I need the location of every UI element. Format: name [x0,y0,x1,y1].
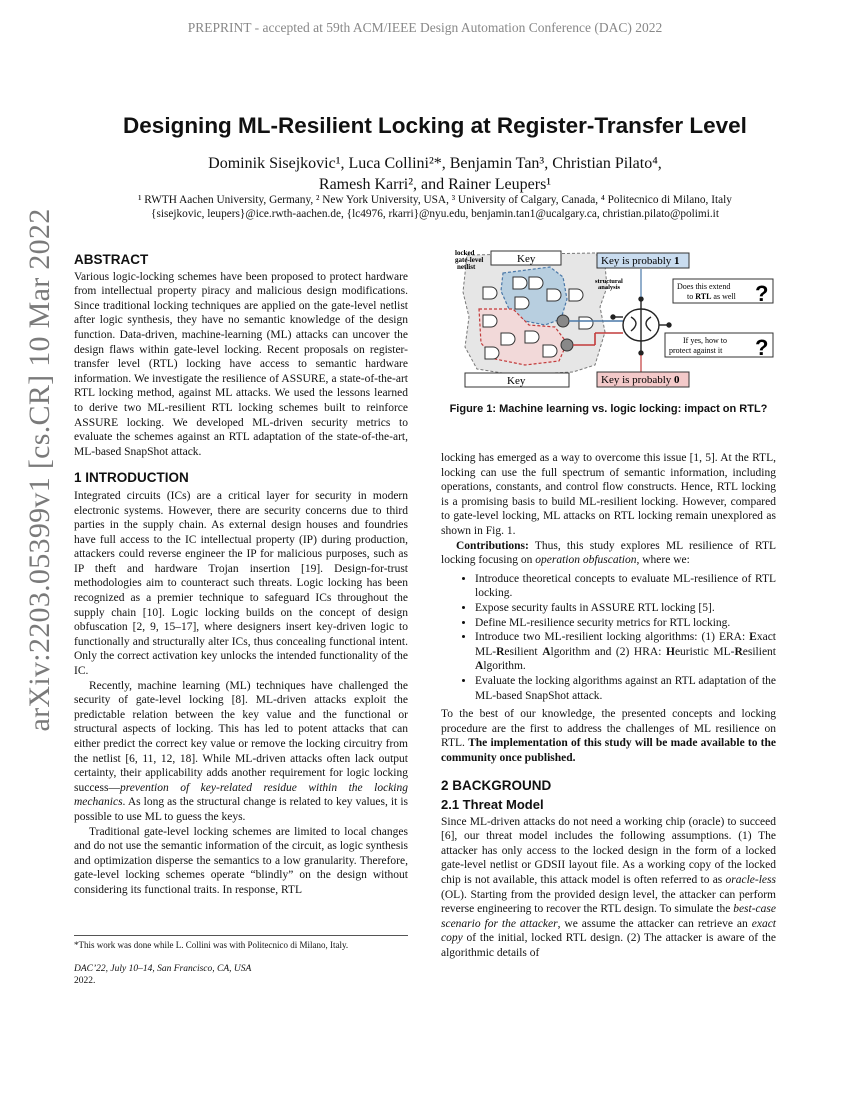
question-rtl-line2: to RTL as well [687,292,736,301]
intro-emphasis: prevention of key-related residue within the locking mechanics [74,781,408,809]
contribution-item: • Introduce two ML-resilient locking algorithms: (1) ERA: Exact ML-Resilient Algorithm and (2) HRA: Heuristic ML-Resilient Algorithm. [475,630,776,674]
key-label-bottom: Key [507,375,526,387]
verdict-0: Key is probably 0 [601,374,680,386]
threat-model-paragraph: Since ML-driven attacks do not need a working chip (oracle) to succeed [6], our threat model includes the following assumptions. (1) The attacker has only access to the locked design in the form of a locked gate-level netlist or GDSII layout file. As a working copy of the locked chip is not available, this attack model is often referred to as oracle-less (OL). Starting from the provided design level, the attacker can perform reverse engineering to recover the RTL design. To simulate the best-case scenario for the attacker, we assume the attacker can retrieve an exact copy of the initial, locked RTL design. (2) The attacker is aware of the algorithmic details of [441,815,776,959]
abstract-heading: ABSTRACT [74,252,149,267]
preprint-banner: PREPRINT - accepted at 59th ACM/IEEE Design Automation Conference (DAC) 2022 [187,20,663,35]
question-protect-line1: If yes, how to [683,336,727,345]
figure-caption: Figure 1: Machine learning vs. logic locking: impact on RTL? [449,403,768,415]
contributions-paragraph: Contributions: Thus, this study explores ML resilience of RTL locking focusing on operation obfuscation, where we: [441,539,776,567]
intro-paragraph-3: Traditional gate-level locking schemes are limited to local changes and do not use the semantic information of the circuit, as logic synthesis and optimization disperse the semantics to a low granularity. Therefore, gate-level locking schemes operate “blindly” on the design without considering its functional traits. In response, RTL [74,825,408,896]
contribution-item: • Evaluate the locking algorithms against an RTL adaptation of the ML-based SnapShot attack. [475,674,776,703]
intro-paragraph-1: Integrated circuits (ICs) are a critical layer for security in modern electronic systems. However, there are security concerns due to third parties in the supply chain. As external design houses and foundries have full access to the IC intellectual property (IP) during production, attackers could reverse engineer the IP for malicious purposes, such as IP theft and hardware Trojan insertion [19]. Design-for-trust methodologies aim to counteract such threats. Logic locking has been recognized as a premier technique to safeguard ICs throughout the supply chain [10]. Logic locking builds on the concept of design obfuscation [2, 9, 15–17], where designers insert key-driven logic to functionally and structurally alter ICs, thus concealing functional intent. Only the correct activation key unlocks the intended functionality of the IC. [74,489,408,678]
arxiv-watermark: arXiv:2203.05399v1 [cs.CR] 10 Mar 2022 [23,208,56,732]
paper-title: Designing ML-Resilient Locking at Register-Transfer Level [123,113,747,138]
structural-label: structural [595,278,623,285]
verdict-1: Key is probably 1 [601,255,680,267]
contributions-list [441,572,776,703]
key-gate-blue [557,315,569,327]
figure-1 [455,247,777,397]
contribution-item: • Define ML-resilience security metrics for RTL locking. [475,616,776,631]
question-rtl-line1: Does this extend [677,282,731,291]
label-netlist: netlist [457,263,476,271]
brain-icon [611,297,671,355]
threat-model-heading: 2.1 Threat Model [441,797,544,813]
label-locked: locked [455,249,475,257]
authors-line-1: Dominik Sisejkovic¹, Luca Collini²*, Benjamin Tan³, Christian Pilato⁴, [208,155,662,172]
label-gate-level: gate-level [455,256,484,264]
abstract-text: Various logic-locking schemes have been proposed to protect hardware from intellectual property piracy and malicious design modifications. Since traditional locking techniques are applied on the gate-level netlist after logic synthesis, they have no semantic knowledge of the design function. Data-driven, machine-learning (ML) attacks can uncover the design flaws within gate-level locking. Recent proposals on register-transfer level (RTL) locking have access to semantic hardware information. We investigate the resilience of ASSURE, a state-of-the-art RTL locking method, against ML attacks. We used the lessons learned to derive two ML-resilient RTL locking schemes built to reinforce ASSURE locking. We developed ML-driven security metrics to evaluate the schemes against an RTL adaptation of the state-of-the-art, ML-based SnapShot attack. [74,270,408,458]
venue-info [74,963,251,987]
key-label-top: Key [517,253,536,265]
question-mark-2: ? [755,335,769,360]
footnote: *This work was done while L. Collini was with Politecnico di Milano, Italy. [74,940,349,950]
right-column [441,451,776,961]
background-heading: 2 BACKGROUND [441,778,552,794]
intro-heading: 1 INTRODUCTION [74,470,189,486]
key-gate-red [561,339,573,351]
footnote-rule [74,935,408,936]
affiliation-list: ¹ RWTH Aachen University, Germany, ² New York University, USA, ³ University of Calgary, Canada, ⁴ Politecnico di Milano, Italy [138,194,732,206]
right-paragraph-1: locking has emerged as a way to overcome this issue [1, 5]. At the RTL, locking can use the full spectrum of semantic information, including operations, constants, and control flow constructs. Hence, RTL locking is a promising basis to build ML-resilient locking. However, compared to gate-level locking, ML attacks on RTL locking remain unexplored as shown in Fig. 1. [441,452,776,537]
contribution-item: • Expose security faults in ASSURE RTL locking [5]. [475,601,776,616]
analysis-label: analysis [598,284,621,291]
venue-year: 2022. [74,976,96,986]
venue-line: DAC’22, July 10–14, San Francisco, CA, USA [74,964,252,974]
question-protect-line2: protect against it [669,346,723,355]
left-column [74,253,408,898]
contribution-item: • Introduce theoretical concepts to evaluate ML-resilience of RTL locking. [475,572,776,601]
intro-paragraph-2: Recently, machine learning (ML) techniques have challenged the security of gate-level locking [8]. ML-driven attacks exploit the predictable relation between the key value and the functional or structural aspects of locking. This has led to potent attacks that can either predict the correct key value or remove the locking circuitry from the netlist [6, 11, 12, 18]. While ML-driven attacks often lack output certainty, their applicability adds another requirement for logic locking success—prevention of key-related residue within the locking mechanics. As long as the structural change is related to key values, it is possible to use ML to guess the keys. [74,679,408,823]
question-mark-1: ? [755,281,769,306]
email-list: {sisejkovic, leupers}@ice.rwth-aachen.de, {lc4976, rkarri}@nyu.edu, benjamin.tan1@ucalgary.ca, christian.pilato@polimi.it [151,208,719,220]
affiliations [40,193,830,221]
right-paragraph-2: To the best of our knowledge, the presented concepts and locking procedure are the first to address the challenges of ML resilience on RTL. The implementation of this study will be made available to the community once published. [441,708,776,764]
authors-line-2: Ramesh Karri², and Rainer Leupers¹ [318,176,552,193]
authors [60,153,810,195]
